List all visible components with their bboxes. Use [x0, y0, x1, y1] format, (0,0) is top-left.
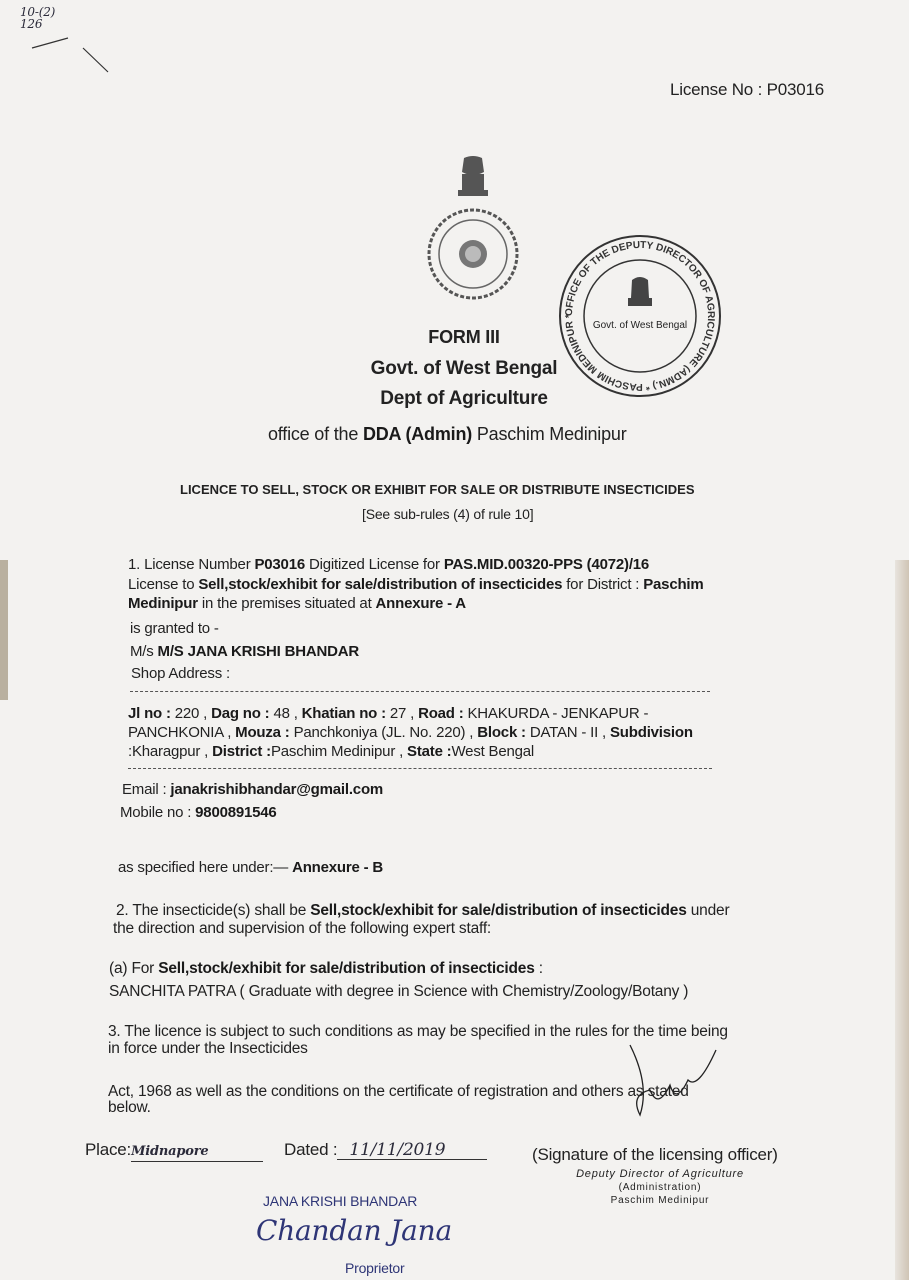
shop-address-label: Shop Address : — [131, 665, 230, 682]
expert-staff: SANCHITA PATRA ( Graduate with degree in Science with Chemistry/Zoology/Botany ) — [109, 983, 689, 1000]
seal-center-text: Govt. of West Bengal — [592, 320, 688, 331]
granted-to: is granted to - — [130, 620, 219, 637]
divider — [128, 768, 712, 769]
proprietor-stamp: JANA KRISHI BHANDAR — [263, 1193, 418, 1209]
email: Email : janakrishibhandar@gmail.com — [122, 781, 384, 798]
dated-field: Dated : 11/11/2019 — [284, 1141, 487, 1160]
licensee-name: M/s M/S JANA KRISHI BHANDAR — [130, 643, 360, 660]
form-title: FORM III — [428, 327, 500, 347]
seal-ring-text: OFFICE OF THE DEPUTY DIRECTOR OF AGRICULTURE (ADMN.) * PASCHIM MEDINIPUR * — [563, 239, 717, 393]
licence-heading: LICENCE TO SELL, STOCK OR EXHIBIT FOR SALE OR DISTRIBUTE INSECTICIDES — [180, 482, 695, 497]
address-line3: :Kharagpur , District :Paschim Medinipur , State :West Bengal — [128, 743, 535, 760]
mobile: Mobile no : 9800891546 — [120, 804, 277, 821]
officer-stamp — [540, 1168, 780, 1207]
para2a-line1: (a) For Sell,stock/exhibit for sale/distribution of insecticides : — [109, 960, 543, 977]
para2-line1: 2. The insecticide(s) shall be Sell,stock/exhibit for sale/distribution of insecticides under — [116, 902, 730, 919]
para1-line3: Medinipur in the premises situated at Annexure - A — [128, 595, 466, 612]
specified-annexure: as specified here under:— Annexure - B — [118, 859, 384, 876]
officer-signature — [610, 1040, 730, 1140]
page-edge-shadow — [895, 560, 909, 1280]
license-number-header: License No : P03016 — [670, 80, 825, 99]
divider — [130, 691, 710, 692]
act-line2: below. — [108, 1099, 151, 1116]
place-field: Place:Midnapore — [85, 1141, 263, 1162]
pen-mark — [28, 30, 118, 80]
proprietor-signature: Chandan Jana — [256, 1214, 452, 1247]
office-line: office of the DDA (Admin) Paschim Medinipur — [268, 424, 627, 444]
act-line1: Act, 1968 as well as the conditions on the certificate of registration and others as stated — [108, 1083, 689, 1100]
para1-line1: 1. License Number P03016 Digitized License for PAS.MID.00320-PPS (4072)/16 — [128, 556, 650, 573]
handwritten-reference — [20, 6, 55, 30]
para1-line2: License to Sell,stock/exhibit for sale/distribution of insecticides for District : Paschim — [128, 576, 704, 593]
dept-name: Dept of Agriculture — [380, 388, 548, 409]
west-bengal-emblem — [418, 152, 528, 302]
para3-line2: in force under the Insecticides — [108, 1040, 308, 1057]
ref-line-2: 126 — [20, 17, 43, 31]
signature-label: (Signature of the licensing officer) — [532, 1145, 778, 1164]
ref-line-1: 10-(2) — [20, 5, 56, 19]
officer-district: Paschim Medinipur — [610, 1195, 710, 1206]
officer-division: (Administration) — [618, 1182, 702, 1193]
page-edge-shadow-left — [0, 560, 8, 700]
official-seal — [556, 232, 724, 400]
para3-line1: 3. The licence is subject to such conditions as may be specified in the rules for the time being — [108, 1023, 728, 1040]
govt-name: Govt. of West Bengal — [370, 358, 558, 379]
officer-designation: Deputy Director of Agriculture — [576, 1168, 744, 1180]
sub-rule: [See sub-rules (4) of rule 10] — [362, 506, 534, 522]
proprietor-title: Proprietor — [345, 1260, 405, 1276]
address-line1: Jl no : 220 , Dag no : 48 , Khatian no : 27 , Road : KHAKURDA - JENKAPUR - — [128, 705, 649, 722]
address-line2: PANCHKONIA , Mouza : Panchkoniya (JL. No. 220) , Block : DATAN - II , Subdivision — [128, 724, 693, 741]
para2-line2: the direction and supervision of the following expert staff: — [113, 920, 492, 937]
